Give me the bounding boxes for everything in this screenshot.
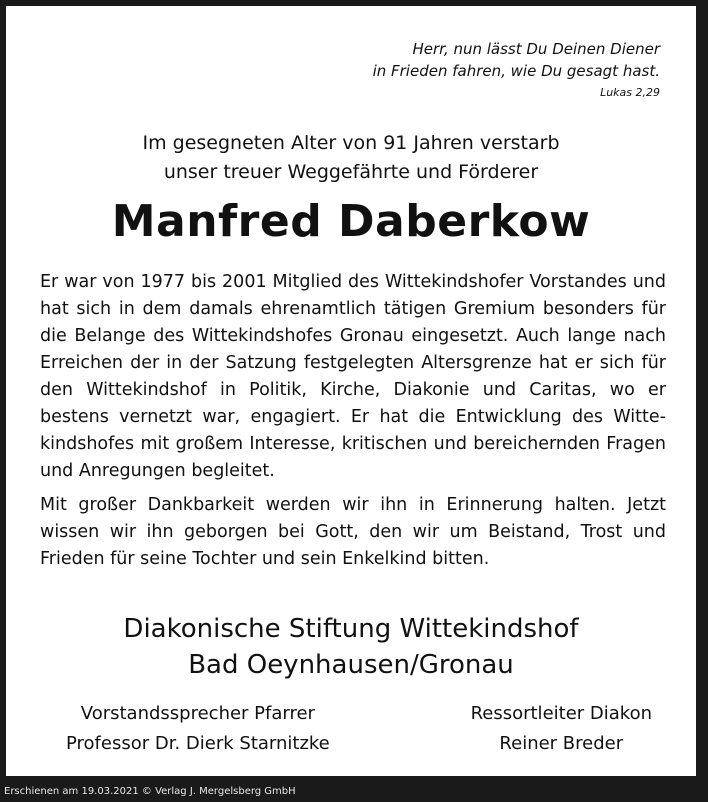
organization-line-2: Bad Oeynhausen/Gronau [188, 650, 514, 680]
verse-line-1: Herr, nun lässt Du Deinen Diener [412, 40, 660, 58]
publication-footer: Erschienen am 19.03.2021 © Verlag J. Mergelsberg GmbH [4, 786, 296, 797]
signatory-right [471, 699, 652, 759]
signatory-right-name: Reiner Breder [499, 733, 624, 754]
organization-name [6, 611, 696, 683]
deceased-name: Manfred Daberkow [111, 196, 591, 247]
intro-line-2: unser treuer Weggefährte und Förderer [163, 161, 539, 183]
verse-line-2: in Frieden fahren, wie Du gesagt hast. [372, 62, 660, 80]
verse-reference: Lukas 2,29 [600, 86, 660, 99]
bible-verse [373, 38, 660, 100]
organization-line-1: Diakonische Stiftung Wittekindshof [123, 614, 579, 644]
obituary-body [40, 269, 666, 580]
body-paragraph-1: Er war von 1977 bis 2001 Mitglied des Wittekindshofer Vorstandes und hat sich in dem damals ehrenamtlich tätigen Gremium besonders für die Belange des Wittekindshofes Gronau eingesetzt. Auch lange nach Erreichen der in der Satzung festgelegten Altersgrenze hat er sich für den Wittekindshof in Politik, Kirche, Diakonie und Caritas, wo er bestens vernetzt war, engagiert. Er hat die Entwicklung des Wittekindshofes mit großem Interesse, kritischen und bereichernden Fragen und Anregungen begleitet. [40, 272, 666, 481]
signatories [66, 699, 652, 759]
body-paragraph-2: Mit großer Dankbarkeit werden wir ihn in Erinnerung halten. Jetzt wissen wir ihn geborgen bei Gott, den wir um Beistand, Trost und Frieden für seine Tochter und sein Enkelkind bitten. [40, 495, 666, 569]
signatory-left [66, 699, 330, 759]
signatory-left-name: Professor Dr. Dierk Starnitzke [66, 733, 330, 754]
intro-line-1: Im gesegneten Alter von 91 Jahren verstarb [142, 132, 560, 154]
obituary-notice [6, 6, 696, 776]
intro-text [6, 129, 696, 187]
signatory-right-role: Ressortleiter Diakon [470, 703, 652, 724]
signatory-left-role: Vorstandssprecher Pfarrer [80, 703, 315, 724]
